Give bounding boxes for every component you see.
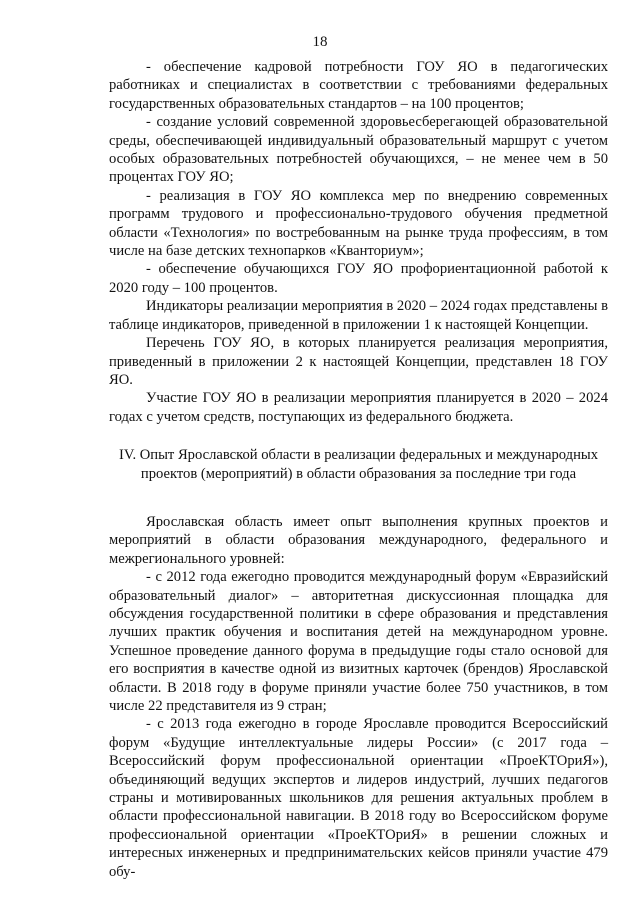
paragraph: - обеспечение кадровой потребности ГОУ ЯО в педагогических работниках и специалистах в соответствии с требованиями федеральных государственных образовательных стандартов – на 100 процентов;: [109, 59, 608, 112]
paragraph: - обеспечение обучающихся ГОУ ЯО профориентационной работой к 2020 году – 100 процентов.: [109, 261, 608, 296]
paragraph: - с 2013 года ежегодно в городе Ярославле проводится Всероссийский форум «Будущие интеллектуальные лидеры России» (с 2017 года – Всероссийский форум профессиональной ориентации «ПроеКТОриЯ»), объединяющий ведущих экспертов и лидеров индустрий, лучших педагогов страны и мотивированных школьников для решения актуальных проблем в области профессиональной навигации. В 2018 году во Всероссийском форуме профессиональной ориентации «ПроеКТОриЯ» в решении сложных и интересных инженерных и предпринимательских кейсов приняли участие 479 обу-: [109, 716, 608, 880]
paragraph: - с 2012 года ежегодно проводится международный форум «Евразийский образовательный диалог» – авторитетная дискуссионная площадка для обсуждения государственной политики в сфере образования и представления лучших практик обучения и воспитания детей на международном уровне. Успешное проведение данного форума в предыдущие годы стало основой для его восприятия в качестве одной из визитных карточек (брендов) Ярославской области. В 2018 году в форуме приняли участие более 750 участников, в том числе 22 представителя из 9 стран;: [109, 569, 608, 714]
paragraph: Участие ГОУ ЯО в реализации мероприятия планируется в 2020 – 2024 годах с учетом средств, поступающих из федерального бюджета.: [109, 390, 608, 425]
paragraph: - создание условий современной здоровьесберегающей образовательной среды, обеспечивающей индивидуальный образовательный маршрут с учетом особых образовательных потребностей обучающихся, – не менее чем в 50 процентах ГОУ ЯО;: [109, 114, 608, 186]
paragraph: Индикаторы реализации мероприятия в 2020 – 2024 годах представлены в таблице индикаторов, приведенной в приложении 1 к настоящей Концепции.: [109, 298, 608, 333]
document-body: [109, 58, 608, 881]
page-number: 18: [312, 34, 328, 50]
section-heading-line-2: проектов (мероприятий) в области образования за последние три года: [140, 465, 577, 482]
paragraph: Перечень ГОУ ЯО, в которых планируется реализация мероприятия, приведенный в приложении 2 к настоящей Концепции, представлен 18 ГОУ ЯО.: [109, 335, 608, 388]
section-heading-line-1: IV. Опыт Ярославской области в реализации федеральных и международных: [118, 447, 599, 464]
paragraph: Ярославская область имеет опыт выполнения крупных проектов и мероприятий в области образования международного, федерального и межрегионального уровней:: [109, 513, 608, 567]
section-heading: [109, 446, 608, 483]
paragraph: - реализация в ГОУ ЯО комплекса мер по внедрению современных программ трудового и профессионально-трудового обучения предметной области «Технология» по востребованным на рынке труда профессиям, в том числе на базе детских технопарков «Кванториум»;: [109, 187, 608, 260]
